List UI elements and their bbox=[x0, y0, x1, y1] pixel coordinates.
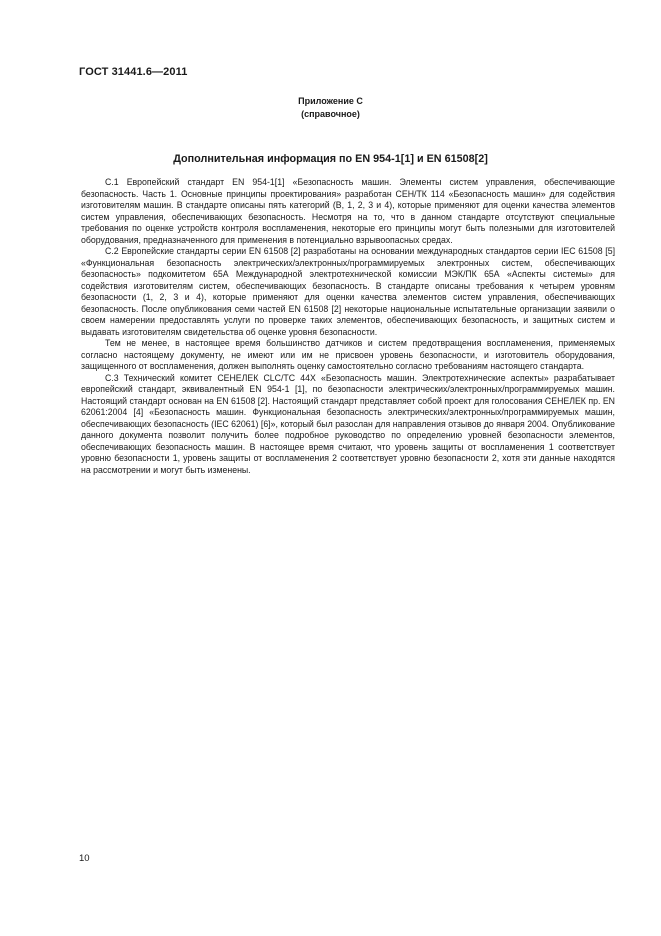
annex-label: Приложение С bbox=[298, 96, 363, 106]
annex-type: (справочное) bbox=[301, 109, 360, 119]
section-title: Дополнительная информация по EN 954-1[1] и EN 61508[2] bbox=[173, 153, 488, 165]
body-text bbox=[81, 177, 615, 476]
paragraph-c1: С.1 Европейский стандарт EN 954-1[1] «Безопасность машин. Элементы систем управления, обеспечивающие безопасность. Часть 1. Основные принципы проектирования» разработан СЕН/ТК 114 «Безопасность машин» для содействия изготовителям машин. В стандарте описаны пять категорий (В, 1, 2, 3 и 4), которые применяют для оценки качества элементов систем управления, обеспечивающих безопасность. Несмотря на то, что в данном стандарте отсутствуют специальные требования по оценке устройств контроля воспламенения, некоторые его принципы могут быть полезными для изготовителей оборудования, предназначенного для применения в потенциально взрывоопасных средах. bbox=[81, 177, 615, 245]
paragraph-c2: С.2 Европейские стандарты серии EN 61508 [2] разработаны на основании международных стандартов серии IEC 61508 [5] «Функциональная безопасность электрических/электронных/программируемых электронных систем, обеспечивающих безопасность» подкомитетом 65А Международной электротехнической комиссии МЭК/ПК 65А «Аспекты системы» для содействия изготовителям систем, обеспечивающих безопасность. В стандарте описаны требования к четырем уровням безопасности (1, 2, 3 и 4), которые применяют для оценки качества элементов систем управления, обеспечивающих безопасность. После опубликования семи частей EN 61508 [2] некоторые национальные испытательные организации заявили о своем намерении предоставлять услуги по проверке таких элементов, обеспечивающих безопасность, и защитных систем и выдавать изготовителям свидетельства об оценке уровня безопасности. bbox=[81, 246, 615, 337]
page-number: 10 bbox=[79, 853, 90, 864]
paragraph-c2-continued: Тем не менее, в настоящее время большинство датчиков и систем предотвращения воспламенения, применяемых согласно настоящему документу, не имеют или им не присвоен уровень безопасности, и изготовитель оборудования, защищенного от воспламенения, должен выполнять оценку самостоятельно согласно требованиям настоящего стандарта. bbox=[81, 338, 615, 371]
paragraph-c3: С.3 Технический комитет СЕНЕЛЕК CLC/TC 44X «Безопасность машин. Электротехнические аспекты» разрабатывает европейский стандарт, эквивалентный EN 954-1 [1], по безопасности электрических/электронных/программируемых машин. Настоящий стандарт основан на EN 61508 [2]. Настоящий стандарт представляет собой проект для голосования СЕНЕЛЕК пр. EN 62061:2004 [4] «Безопасность машин. Функциональная безопасность электрических/электронных/программируемых машин, обеспечивающих безопасность (IEC 62061) [6]», который был разослан для направления отзывов до января 2004. Опубликование данного документа позволит получить более подробное руководство по определению уровней безопасности элементов, обеспечивающих безопасность машин. В настоящее время считают, что уровень защиты от воспламенения 1 соответствует уровню безопасности 1, уровень защиты от воспламенения 2 соответствует уровню безопасности 2, хотя эти данные находятся на рассмотрении и могут быть изменены. bbox=[81, 372, 615, 475]
annex-heading bbox=[0, 95, 661, 121]
document-header-code: ГОСТ 31441.6—2011 bbox=[79, 66, 188, 78]
